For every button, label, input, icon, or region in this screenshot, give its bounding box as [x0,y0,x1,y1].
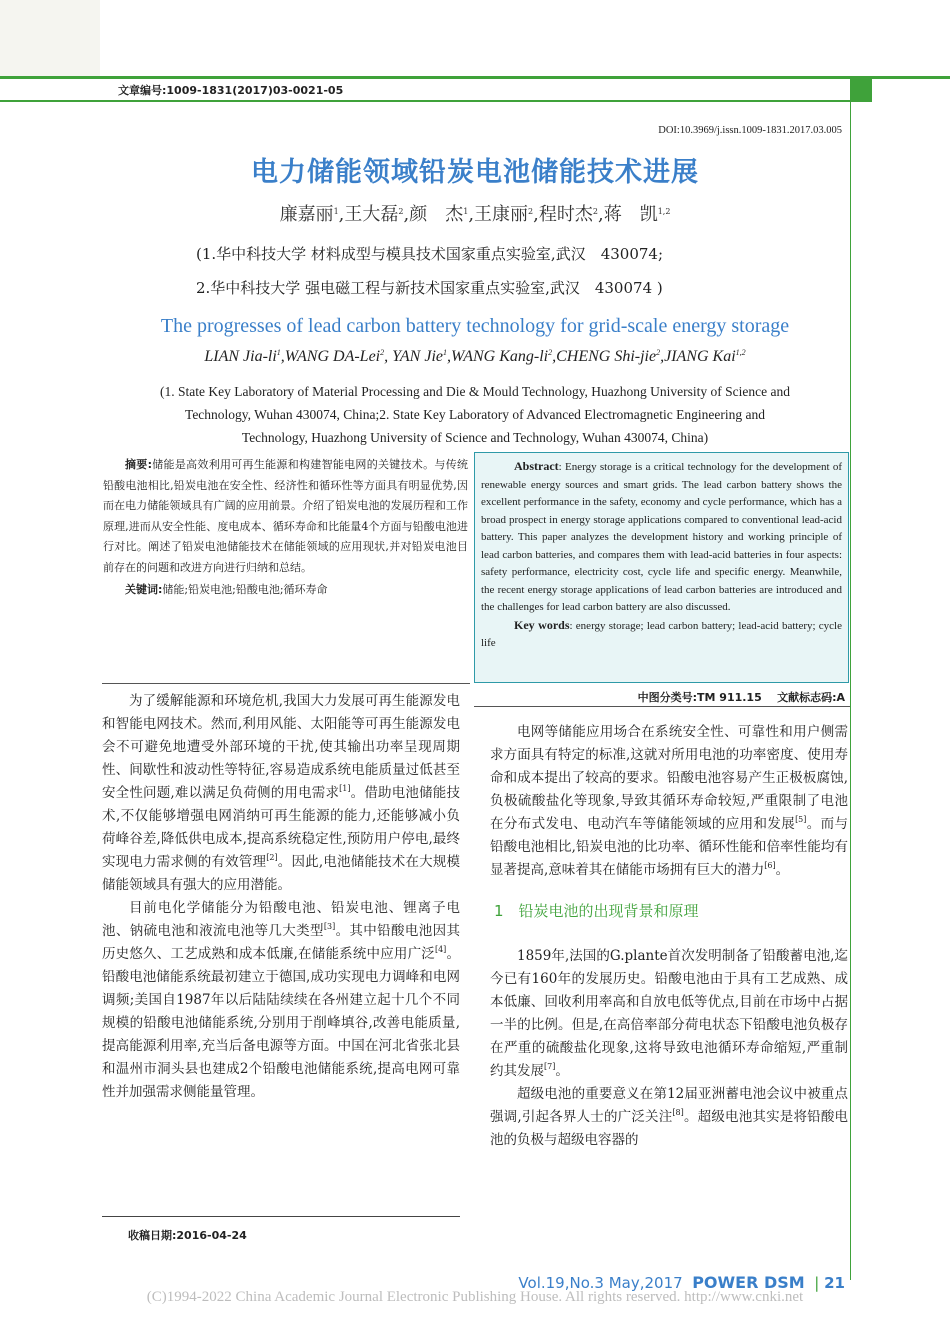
paragraph: 电网等储能应用场合在系统安全性、可靠性和用户侧需求方面具有特定的标准,这就对所用电池的功率密度、使用寿命和成本提出了较高的要求。铅酸电池容易产生正极板腐蚀,负极硫酸盐化等现象,导致其循环寿命较短,严重限制了电池在分布式发电、电动汽车等储能领域的应用和发展[5]。而与铅酸电池相比,铅炭电池的比功率、循环性能和倍率性能均有显著提高,意味着其在储能市场拥有巨大的潜力[6]。 [490,724,849,878]
affiliations-en [90,380,860,449]
abstract-cn-label: 摘要: [125,458,152,471]
author-en: CHENG Shi-jie$^2$ [556,348,661,365]
affiliation-en-1: (1. State Key Laboratory of Material Processing and Die & Mould Technology, Huazhong University of Science and [159,384,791,399]
paragraph: 为了缓解能源和环境危机,我国大力发展可再生能源发电和智能电网技术。然而,利用风能、太阳能等可再生能源发电会不可避免地遭受外部环境的干扰,使其输出功率呈现周期性、间歇性和波动性等特征,容易造成系统电能质量过低甚至安全性问题,难以满足负荷侧的用电需求[1]。借助电池储能技术,不仅能够增强电网消纳可再生能源的能力,还能够减小负荷峰谷差,降低供电成本,提高系统稳定性,预防用户停电,最终实现电力需求侧的有效管理[2]。因此,电池储能技术在大规模储能领域具有强大的应用潜能。 [102,693,461,893]
author-cn: 程时杰$^2$ [538,204,598,225]
author-cn: 廉嘉丽$^1$ [279,204,339,225]
affiliation-en-2: Technology, Wuhan 430074, China;2. State Key Laboratory of Advanced Electromagnetic Engineering and [185,407,765,422]
issue-info: Vol.19,No.3 May,2017 [518,1274,683,1292]
abstract-en-label: Abstract [514,459,559,473]
citation: [2] [266,853,278,862]
citation: [6] [764,861,776,870]
right-abstract-rule [474,706,850,707]
affiliation-cn-1: (1.华中科技大学 材料成型与模具技术国家重点实验室,武汉 430074; [196,245,664,263]
section-heading: 1 铅炭电池的出现背景和原理 [494,902,699,920]
doi: DOI:10.3969/j.issn.1009-1831.2017.03.005 [658,125,842,136]
paragraph: 超级电池的重要意义在第12届亚洲蓄电池会议中被重点强调,引起各界人士的广泛关注[8]。超级电池其实是将铅酸电池的负极与超级电容器的 [490,1086,849,1148]
right-green-tab [850,76,872,100]
paragraph: 目前电化学储能分为铅酸电池、铅炭电池、锂离子电池、钠硫电池和液流电池等几大类型[3]。其中铅酸电池因其历史悠久、工艺成熟和成本低廉,在储能系统中应用广泛[4]。铅酸电池储能系统最初建立于德国,成功实现电力调峰和电网调频;美国自1987年以后陆陆续续在各州建立起十几个不同规模的铅酸电池储能系统,分别用于削峰填谷,改善电能质量,提高能源利用率,充当后备电源等方面。中国在河北省张北县和温州市洞头县也建成2个铅酸电池储能系统,提高电网可靠性并加强需求侧能量管理。 [102,900,460,1100]
author-en: LIAN Jia-$li^1$ [204,348,281,365]
abstract-cn-body: 摘要:储能是高效利用可再生能源和构建智能电网的关键技术。与传统铅酸电池相比,铅炭电池在安全性、经济性和循环性等方面具有明显优势,因而在电力储能领域具有广阔的应用前景。介绍了铅炭电池的发展历程和工作原理,进而从安全性能、度电成本、循环寿命和比能量4个方面与铅酸电池进行对比。阐述了铅炭电池储能技术在储能领域的应用现状,并对铅炭电池目前存在的问题和改进方向进行归纳和总结。 [103,458,469,574]
copyright-watermark: (C)1994-2022 China Academic Journal Electronic Publishing House. All rights reserved. http://www.cnki.net [146,1289,804,1305]
footnote-rule [102,1216,460,1217]
right-margin-rule [850,100,851,1280]
affiliation-en-3: Technology, Huazhong University of Science and Technology, Wuhan 430074, China) [241,430,709,445]
keywords-cn: 关键词:储能;铅炭电池;铅酸电池;循环寿命 [125,583,328,596]
journal-name: POWER DSM [692,1273,805,1292]
paragraph: 1859年,法国的G.plante首次发明制备了铅酸蓄电池,迄今已有160年的发展历史。铅酸电池由于具有工艺成熟、成本低廉、回收利用率高和自放电低等优点,目前在市场中占据一半的比例。但是,在高倍率部分荷电状态下铅酸电池负极存在严重的硫酸盐化现象,这将导致电池循环寿命缩短,严重制约其发展[7]。 [490,948,848,1079]
header-bottom-rule [0,100,872,102]
keywords-en-label: Key words [514,617,570,632]
citation: [5] [795,815,807,824]
page-number: 21 [824,1274,845,1292]
abstract-en-body: Abstract: Energy storage is a critical technology for the development of renewable energy sources and smart grids. The lead carbon battery shows the excellent performance in the safety, economy and cycle performance, which has a broad prospect in energy storage applications compared to conventional lead-acid battery. This paper analyzes the development history and working principle of lead carbon batteries, and compares them with lead-acid batteries in four aspects: safety performance, electricity cost, cycle life and specific energy. Meanwhile, the recent energy storage applications of lead carbon batteries are introduced and the challenges for lead carbon battery are also discussed. [481,459,842,613]
top-left-green-block [0,0,100,78]
right-column [490,721,848,1152]
abstract-cn [103,455,468,601]
author-en: JIANG Kai$^{1,2}$ [664,348,746,365]
citation: [7] [544,1062,556,1071]
keywords-cn-label: 关键词: [125,583,163,596]
citation: [4] [434,945,447,954]
author-cn: 王大磊$^2$ [344,204,404,225]
left-column [102,690,460,1104]
affiliation-cn-2: 2.华中科技大学 强电磁工程与新技术国家重点实验室,武汉 430074 ) [196,279,663,297]
citation: [1] [339,784,351,793]
author-en: YAN Jie$^1$ [392,348,447,365]
keywords-en: Key words: energy storage; lead carbon battery; lead-acid battery; cycle life [481,617,842,649]
author-en: WANG Kang-$li^2$ [450,348,553,365]
clc-code: 中图分类号:TM 911.15 [637,691,762,704]
left-abstract-rule [102,683,470,684]
page-title-cn: 电力储能领域铅炭电池储能技术进展 [251,157,699,188]
abstract-en-box [474,452,849,683]
header-top-rule [0,76,950,79]
received-date: 收稿日期:2016-04-24 [128,1229,247,1242]
authors-en: LIAN Jia-$li^1,WANG$ DA-Lei$^2$, YAN Jie$^1$,WANG Kang-$li^2,CHENG$ Shi-jie$^2$,JIANG Kai$^{1,2}$ [204,348,746,365]
author-cn: 颜 杰$^1$ [409,204,469,225]
footer-issue: Vol.19,No.3 May,2017 POWER DSM | 21 [518,1273,845,1292]
author-cn: 蒋 凯$^{1,2}$ [603,204,671,225]
authors-cn: 廉嘉丽$^1$,王大磊$^2$,颜 杰$^1$,王康丽$^2$,程时杰$^2$,蒋 凯$^{1,2}$ [279,204,671,225]
classification [540,689,845,705]
author-cn: 王康丽$^2$ [474,204,534,225]
citation: [3] [323,922,336,931]
page-title-en: The progresses of lead carbon battery technology for grid-scale energy storage [160,315,790,337]
citation: [8] [672,1108,684,1117]
doc-code: 文献标志码:A [777,691,845,704]
author-en: WANG DA-Lei$^2$ [284,348,385,365]
article-number: 文章编号:1009-1831(2017)03-0021-05 [118,84,344,97]
